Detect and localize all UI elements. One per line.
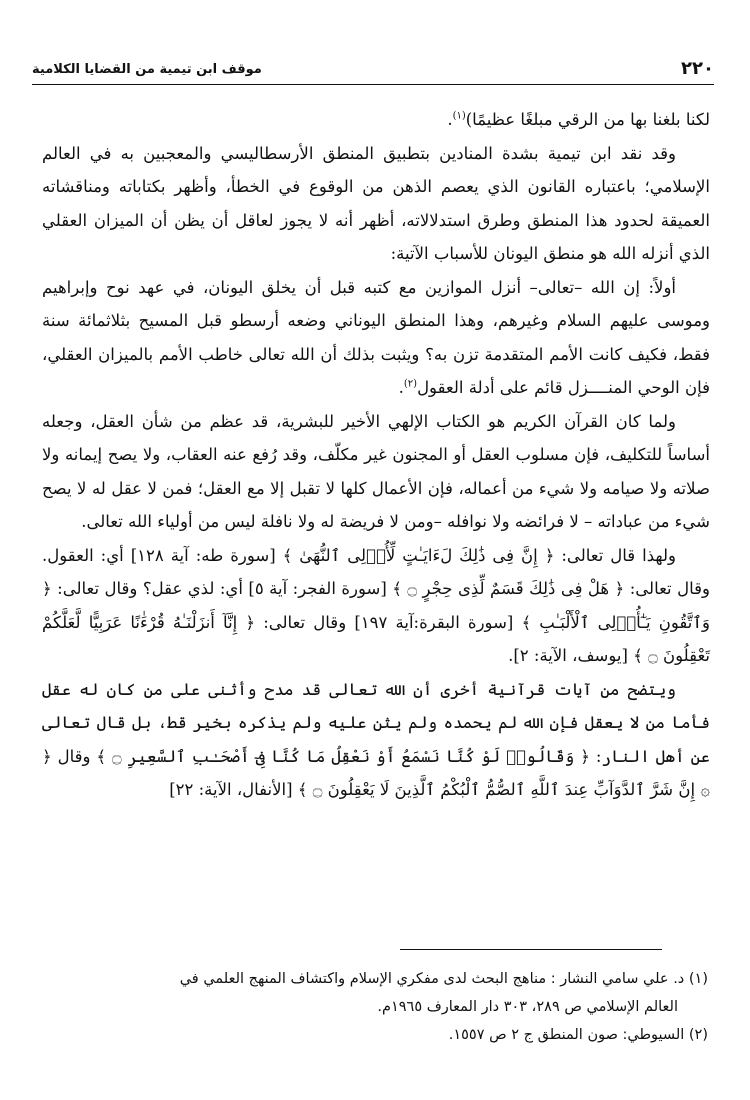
- paragraph-1: لكنا بلغنا بها من الرقي مبلغًا عظيمًا)$^{(١)}$.: [447, 110, 710, 129]
- paragraph-2: وقد نقد ابن تيمية بشدة المنادين بتطبيق المنطق الأرسطاليسي والمعجبين به في العالم الإسلامي؛ باعتباره القانون الذي يعصم الذهن من الوقوع في الخطأ، وأظهر بكتاباته ومناقشاته العميقة لحدود هذا المنطق وطرق استدلالاته، أظهر أنه لا يجوز لعاقل أن يظن أن الميزان العقلي الذي أنزله الله هو منطق اليونان للأسباب الآتية:: [42, 143, 710, 263]
- running-title: موقف ابن تيمية من القضايا الكلامية: [32, 62, 262, 77]
- footnote-ref-1: (١): [452, 110, 466, 122]
- footnote-1-continuation: العالم الإسلامي ص ٢٨٩، ٣٠٣ دار المعارف ١٩٦٥م.: [377, 999, 678, 1015]
- footnote-2: (٢) السيوطي: صون المنطق ج ٢ ص ١٥٥٧.: [448, 1027, 708, 1043]
- main-text: [42, 103, 710, 807]
- paragraph-4: ولما كان القرآن الكريم هو الكتاب الإلهي الأخير للبشرية، قد عظم من شأن العقل، وجعله أساساً للتكليف، فإن مسلوب العقل أو المجنون غير مكلّف، وقد رُفع عنه العقاب، ولا يصح إيمانه ولا صلاته ولا صيامه ولا شيء من أعماله، فإن الأعمال كلها لا تقبل إلا مع العقل؛ فمن لا عقل له لا يصح شيء من عباداته – لا فرائضه ولا نوافله –ومن لا فريضة له ولا نافلة ليس من أولياء الله تعالى.: [42, 411, 710, 531]
- page-header: [32, 58, 714, 84]
- paragraph-6: ويتضح من آيات قرآنية أخرى أن الله تعالى قد مدح وأثنى على من كان له عقل فأما من لا يعقل فإن الله لم يحمده ولم يثن عليه ولم يذكره بخير قط، بل قال تعالى عن أهل النار: ﴿ وَقَالُوا۟ لَوْ كُنَّا نَسْمَعُ أَوْ نَعْقِلُ مَا كُنَّا فِىٓ أَصْحَـٰبِ ٱلسَّعِيرِ ۝ ﴾ وقال ﴿ ۞ إِنَّ شَرَّ ٱلدَّوَآبِّ عِندَ ٱللَّهِ ٱلصُّمُّ ٱلْبُكْمُ ٱلَّذِينَ لَا يَعْقِلُونَ ۝ ﴾ [الأنفال، الآية: ٢٢]: [42, 679, 710, 799]
- header-divider: [32, 84, 714, 85]
- paragraph-5-quran-verses: ولهذا قال تعالى: ﴿ إِنَّ فِى ذَٰلِكَ لَءَايَـٰتٍ لِّأُو۟لِى ٱلنُّهَىٰ ﴾ [سورة طه: آية ١٢٨] أي: العقول. وقال تعالى: ﴿ هَلْ فِى ذَٰلِكَ قَسَمٌ لِّذِى حِجْرٍ ۝ ﴾ [سورة الفجر: آية ٥] أي: لذي عقل؟ وقال تعالى: ﴿ وَٱتَّقُونِ يَـٰٓأُو۟لِى ٱلْأَلْبَـٰبِ ﴾ [سورة البقرة:آية ١٩٧] وقال تعالى: ﴿ إِنَّآ أَنزَلْنَـٰهُ قُرْءَٰنًا عَرَبِيًّا لَّعَلَّكُمْ تَعْقِلُونَ ۝ ﴾ [يوسف، الآية: ٢].: [42, 545, 710, 665]
- footnote-ref-2: (٢): [403, 378, 418, 390]
- footnotes: [40, 965, 708, 1049]
- footnote-1: (١) د. علي سامي النشار : مناهج البحث لدى مفكري الإسلام واكتشاف المنهج العلمي في: [179, 971, 708, 987]
- page-number: ٢٢٠: [681, 58, 714, 79]
- footnote-divider: [400, 949, 662, 950]
- paragraph-3: أولاً: إن الله –تعالى– أنزل الموازين مع كتبه قبل أن يخلق اليونان، في عهد نوح وإبراهيم وموسى عليهم السلام وغيرهم، وهذا المنطق اليوناني وضعه أرسطو قبل المسيح بثلاثمائة سنة فقط، فكيف كانت الأمم المتقدمة تزن به؟ ويثبت بذلك أن الله تعالى خاطب الأمم بالميزان العقلي، فإن الوحي المنــــزل قائم على أدلة العقول$^{(٢)}$.: [42, 277, 710, 397]
